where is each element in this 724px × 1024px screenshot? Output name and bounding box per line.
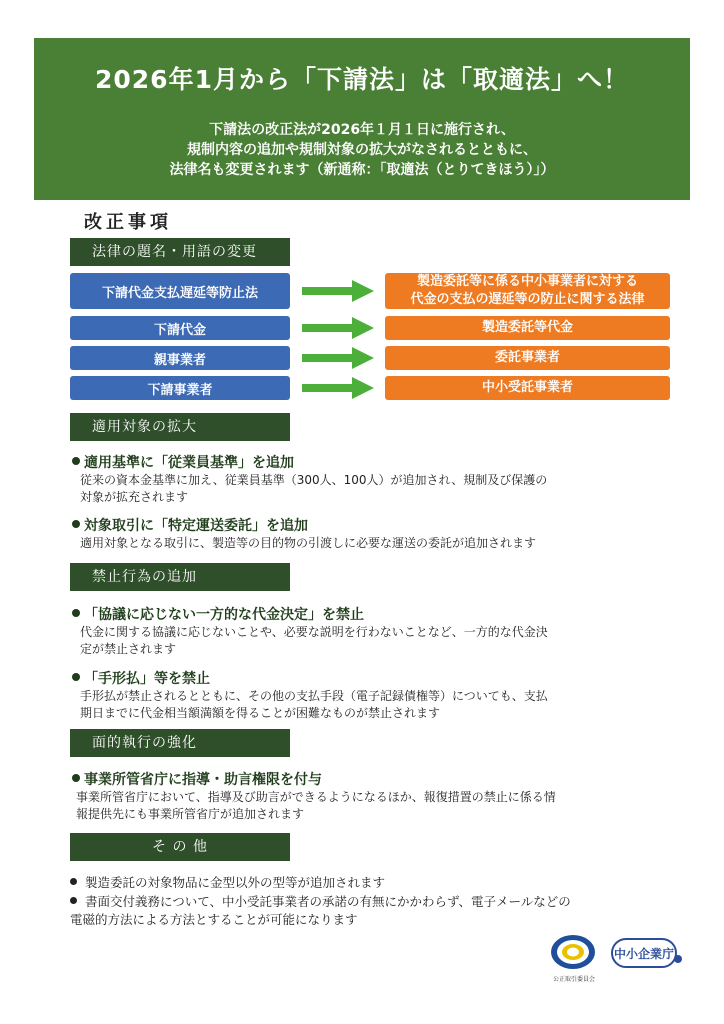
item-title <box>72 452 294 472</box>
item-title <box>72 769 322 789</box>
arrow-right-icon <box>302 377 374 399</box>
body-line: 適用対象となる取引に、製造等の目的物の引渡しに必要な運送の委託が追加されます <box>80 536 537 550</box>
item-body <box>80 624 680 658</box>
lead-line: 下請法の改正法が2026年１月１日に施行され、 <box>209 122 515 138</box>
body-line: 定が禁止されます <box>80 642 177 656</box>
bullet-line: 電磁的方法による方法とすることが可能になります <box>70 912 358 927</box>
body-line: 手形払が禁止されるとともに、その他の支払手段（電子記録債権等）についても、支払 <box>80 689 548 703</box>
section-label-other: そ の 他 <box>70 833 290 861</box>
section-label-prohibited: 禁止行為の追加 <box>70 563 290 591</box>
new-term-box: 製造委託等代金 <box>385 316 670 340</box>
bullet-icon <box>70 897 77 904</box>
new-term-line: 代金の支払の遅延等の防止に関する法律 <box>410 292 645 307</box>
section-label-enforcement: 面的執行の強化 <box>70 729 290 757</box>
old-term-box: 下請事業者 <box>70 376 290 400</box>
bullet-icon <box>72 609 80 617</box>
section-label-rename: 法律の題名・用語の変更 <box>70 238 290 266</box>
new-term-box: 委託事業者 <box>385 346 670 370</box>
bullet-icon <box>72 457 80 465</box>
lead-line: 規制内容の追加や規制対象の拡大がなされるとともに、 <box>187 142 537 158</box>
body-line: 期日までに代金相当額満額を得ることが困難なものが禁止されます <box>80 706 441 720</box>
logo-dot-icon <box>674 955 682 963</box>
item-body <box>80 688 680 722</box>
item-title <box>72 515 308 535</box>
body-line: 事業所管省庁において、指導及び助言ができるようになるほか、報復措置の禁止に係る情 <box>76 790 556 804</box>
main-heading: 改正事項 <box>84 212 172 233</box>
arrow-right-icon <box>302 317 374 339</box>
list-item-continued <box>70 911 690 929</box>
item-body <box>80 535 680 552</box>
new-term-box: 中小受託事業者 <box>385 376 670 400</box>
body-line: 代金に関する協議に応じないことや、必要な説明を行わないことなど、一方的な代金決 <box>80 625 548 639</box>
old-term-box: 親事業者 <box>70 346 290 370</box>
bullet-icon <box>70 878 77 885</box>
old-term-box: 下請代金 <box>70 316 290 340</box>
list-item <box>70 893 690 911</box>
item-title <box>72 668 210 688</box>
item-title-text: 適用基準に「従業員基準」を追加 <box>84 455 294 471</box>
list-item <box>70 874 690 892</box>
item-title-text: 「協議に応じない一方的な代金決定」を禁止 <box>84 607 364 623</box>
page-title: 2026年1月から「下請法」は「取適法」へ！ <box>95 65 629 94</box>
jftc-caption: 公正取引委員会 <box>552 976 595 983</box>
item-title-text: 対象取引に「特定運送委託」を追加 <box>84 518 308 534</box>
old-term-box: 下請代金支払遅延等防止法 <box>70 273 290 309</box>
body-line: 対象が拡充されます <box>80 490 189 504</box>
lead-line: 法律名も変更されます（新通称：「取適法（とりてきほう）」） <box>169 162 555 178</box>
lead-text <box>34 120 690 180</box>
bullet-line: 書面交付義務について、中小受託事業者の承諾の有無にかかわらず、電子メールなどの <box>85 894 571 909</box>
bullet-line: 製造委託の対象物品に金型以外の型等が追加されます <box>85 875 386 890</box>
body-line: 従来の資本金基準に加え、従業員基準（300人、100人）が追加され、規制及び保護の <box>80 473 548 487</box>
item-title-text: 事業所管省庁に指導・助言権限を付与 <box>84 772 322 788</box>
new-term-box <box>385 273 670 309</box>
item-title <box>72 604 364 624</box>
item-body <box>80 472 680 506</box>
new-term-line: 製造委託等に係る中小事業者に対する <box>416 274 638 289</box>
arrow-right-icon <box>302 347 374 369</box>
bullet-icon <box>72 520 80 528</box>
item-body <box>76 789 676 823</box>
sme-agency-logo: 中小企業庁 <box>611 938 677 968</box>
bullet-icon <box>72 774 80 782</box>
body-line: 報提供先にも事業所管省庁が追加されます <box>76 807 305 821</box>
arrow-right-icon <box>302 280 374 302</box>
section-label-scope: 適用対象の拡大 <box>70 413 290 441</box>
header-banner <box>34 38 690 200</box>
item-title-text: 「手形払」等を禁止 <box>84 671 210 687</box>
bullet-icon <box>72 673 80 681</box>
